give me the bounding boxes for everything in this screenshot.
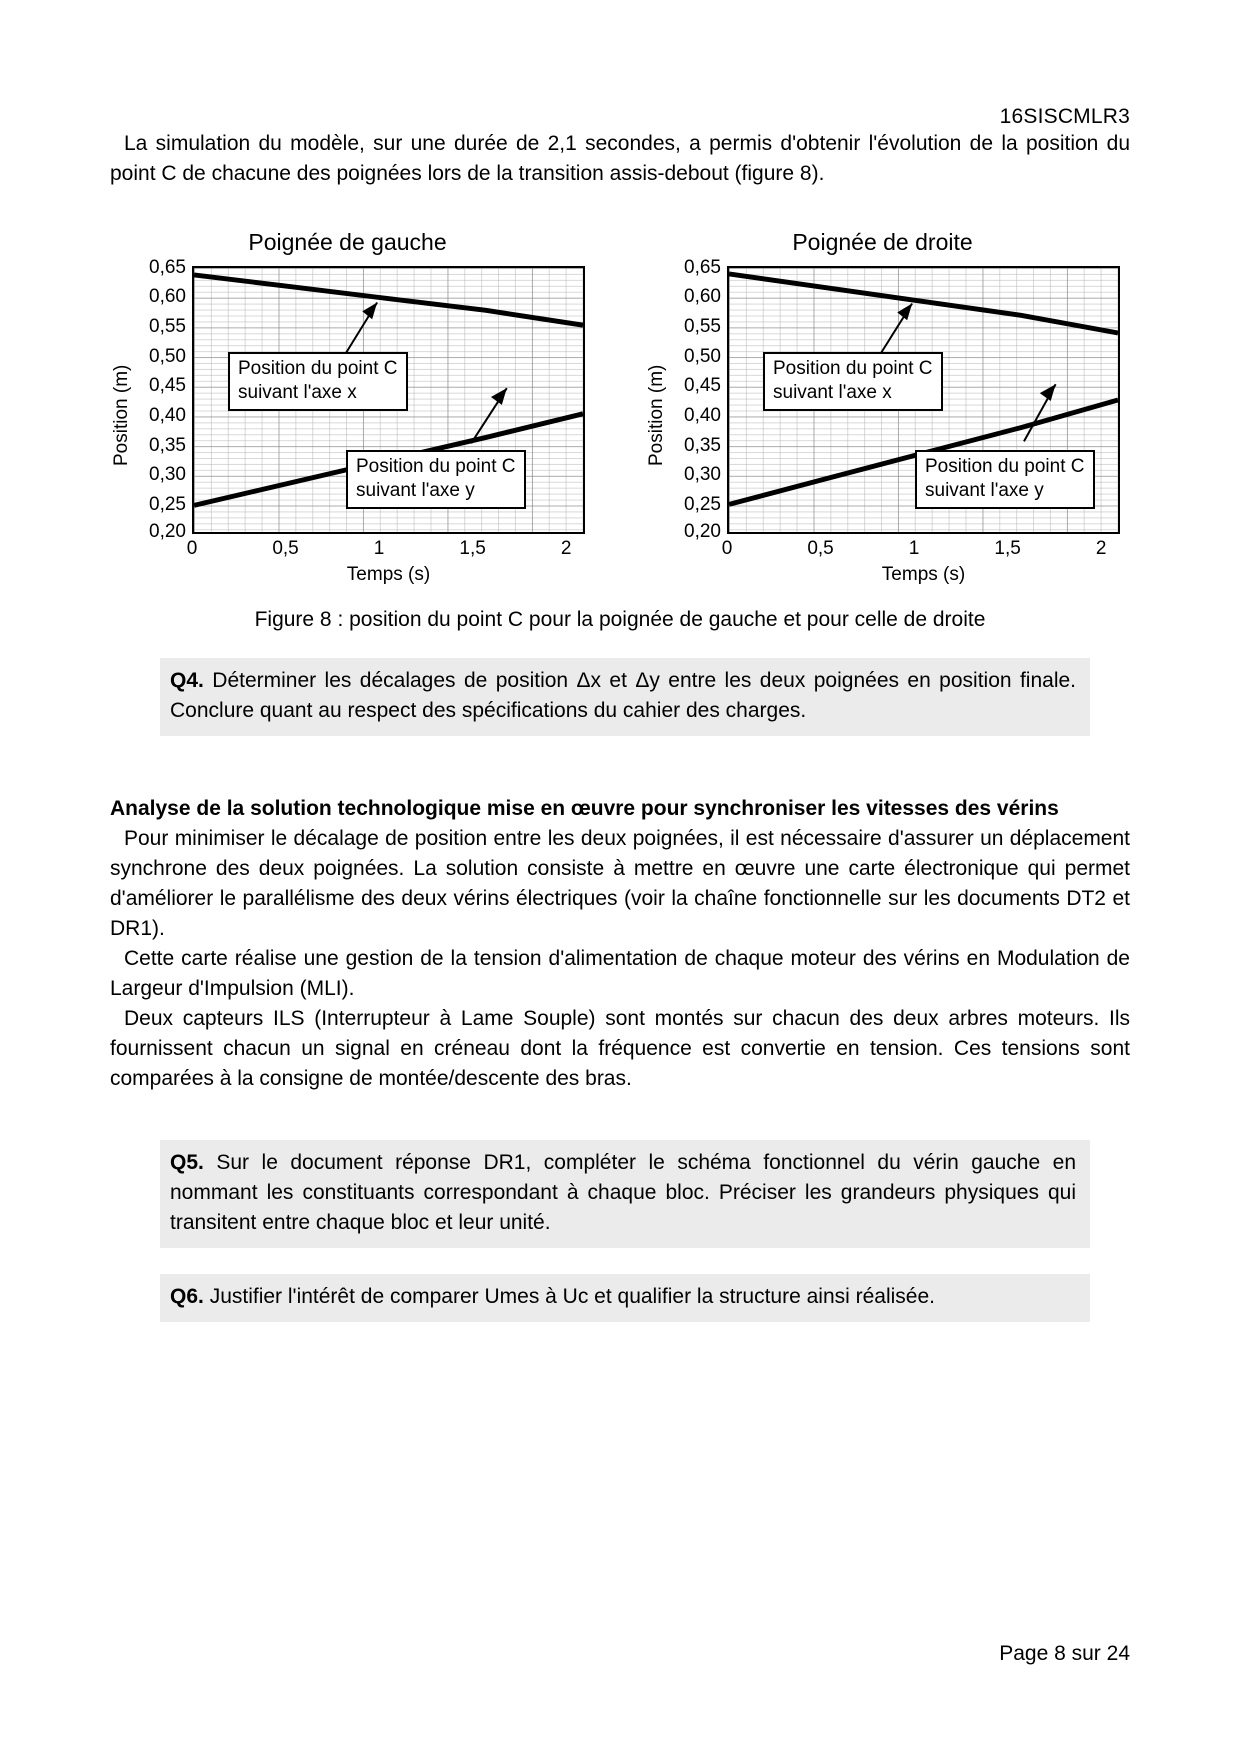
y-tick: 0,50 [149, 346, 186, 367]
question-text: Sur le document réponse DR1, compléter le schéma fonctionnel du vérin gauche en nommant les constituants correspondant à chaque bloc. Préciser les grandeurs physiques qui transitent entre chaque bloc et leur unité. [170, 1151, 1076, 1234]
x-tick: 1,5 [459, 538, 486, 559]
x-tick: 1 [908, 538, 920, 559]
plot-area-left [192, 266, 585, 534]
y-tick: 0,30 [149, 464, 186, 485]
y-tick: 0,65 [684, 257, 721, 278]
figure-caption: Figure 8 : position du point C pour la poignée de gauche et pour celle de droite [254, 608, 986, 631]
y-tick: 0,60 [149, 286, 186, 307]
question-q4 [160, 658, 1090, 736]
question-q5 [160, 1140, 1090, 1248]
y-tick: 0,30 [684, 464, 721, 485]
annotation-axe-y-left: Position du point C suivant l'axe y [346, 450, 526, 509]
question-q6 [160, 1274, 1090, 1322]
y-axis-ticks-right [669, 257, 727, 542]
section-paragraph-2: Cette carte réalise une gestion de la tension d'alimentation de chaque moteur des vérins en Modulation de Largeur d'Impulsion (MLI). [110, 947, 1130, 1000]
x-tick: 0 [721, 538, 733, 559]
section-paragraph-3: Deux capteurs ILS (Interrupteur à Lame Souple) sont montés sur chacun des deux arbres moteurs. Ils fournissent chacun un signal en créneau dont la fréquence est convertie en tension. Ces tensions sont comparées à la consigne de montée/descente des bras. [110, 1007, 1130, 1090]
section-heading: Analyse de la solution technologique mise en œuvre pour synchroniser les vitesses des vérins [110, 797, 1059, 820]
chart-poignee-gauche [110, 229, 585, 586]
chart-title-right: Poignée de droite [792, 229, 973, 255]
annotation-axe-x-right: Position du point C suivant l'axe x [763, 352, 943, 411]
y-tick: 0,50 [684, 346, 721, 367]
x-tick: 1 [373, 538, 385, 559]
x-axis-ticks-left [186, 534, 585, 560]
y-tick: 0,55 [684, 316, 721, 337]
x-axis-ticks-right [721, 534, 1120, 560]
x-tick: 0 [186, 538, 198, 559]
x-tick: 1,5 [994, 538, 1021, 559]
question-text: Justifier l'intérêt de comparer Umes à Uc et qualifier la structure ainsi réalisée. [209, 1285, 936, 1308]
intro-paragraph: La simulation du modèle, sur une durée de 2,1 secondes, a permis d'obtenir l'évolution de la position du point C de chacune des poignées lors de la transition assis-debout (figure 8). [110, 132, 1130, 185]
question-number: Q6. [170, 1285, 204, 1308]
y-tick: 0,40 [684, 405, 721, 426]
x-tick: 0,5 [272, 538, 299, 559]
chart-title-left: Poignée de gauche [248, 229, 447, 255]
y-tick: 0,20 [149, 521, 186, 542]
series-x-line [194, 275, 583, 325]
x-axis-label-right: Temps (s) [881, 564, 966, 585]
y-tick: 0,65 [149, 257, 186, 278]
y-axis-label-right: Position (m) [646, 364, 667, 466]
y-tick: 0,35 [149, 435, 186, 456]
annotation-axe-y-right: Position du point C suivant l'axe y [915, 450, 1095, 509]
series-x-line [729, 274, 1118, 333]
question-number: Q4. [170, 669, 204, 692]
document-code: 16SISCMLR3 [999, 105, 1130, 128]
x-tick: 0,5 [807, 538, 834, 559]
chart-poignee-droite [645, 229, 1120, 586]
y-tick: 0,40 [149, 405, 186, 426]
plot-area-right [727, 266, 1120, 534]
question-number: Q5. [170, 1151, 204, 1174]
y-tick: 0,35 [684, 435, 721, 456]
y-tick: 0,55 [149, 316, 186, 337]
y-tick: 0,45 [149, 375, 186, 396]
page-footer: Page 8 sur 24 [999, 1642, 1130, 1665]
figure-8-charts [110, 229, 1130, 586]
x-tick: 2 [1095, 538, 1107, 559]
y-tick: 0,20 [684, 521, 721, 542]
x-axis-label-left: Temps (s) [346, 564, 431, 585]
y-axis-label-left: Position (m) [111, 364, 132, 466]
y-axis-ticks-left [134, 257, 192, 542]
section-paragraph-1: Pour minimiser le décalage de position entre les deux poignées, il est nécessaire d'assurer un déplacement synchrone des deux poignées. La solution consiste à mettre en œuvre une carte électronique qui permet d'améliorer le parallélisme des deux vérins électriques (voir la chaîne fonctionnelle sur les documents DT2 et DR1). [110, 827, 1130, 940]
x-tick: 2 [560, 538, 572, 559]
y-tick: 0,60 [684, 286, 721, 307]
y-tick: 0,45 [684, 375, 721, 396]
y-tick: 0,25 [684, 494, 721, 515]
question-text: Déterminer les décalages de position Δx et Δy entre les deux poignées en position finale. Conclure quant au respect des spécifications du cahier des charges. [170, 669, 1076, 722]
annotation-axe-x-left: Position du point C suivant l'axe x [228, 352, 408, 411]
y-tick: 0,25 [149, 494, 186, 515]
